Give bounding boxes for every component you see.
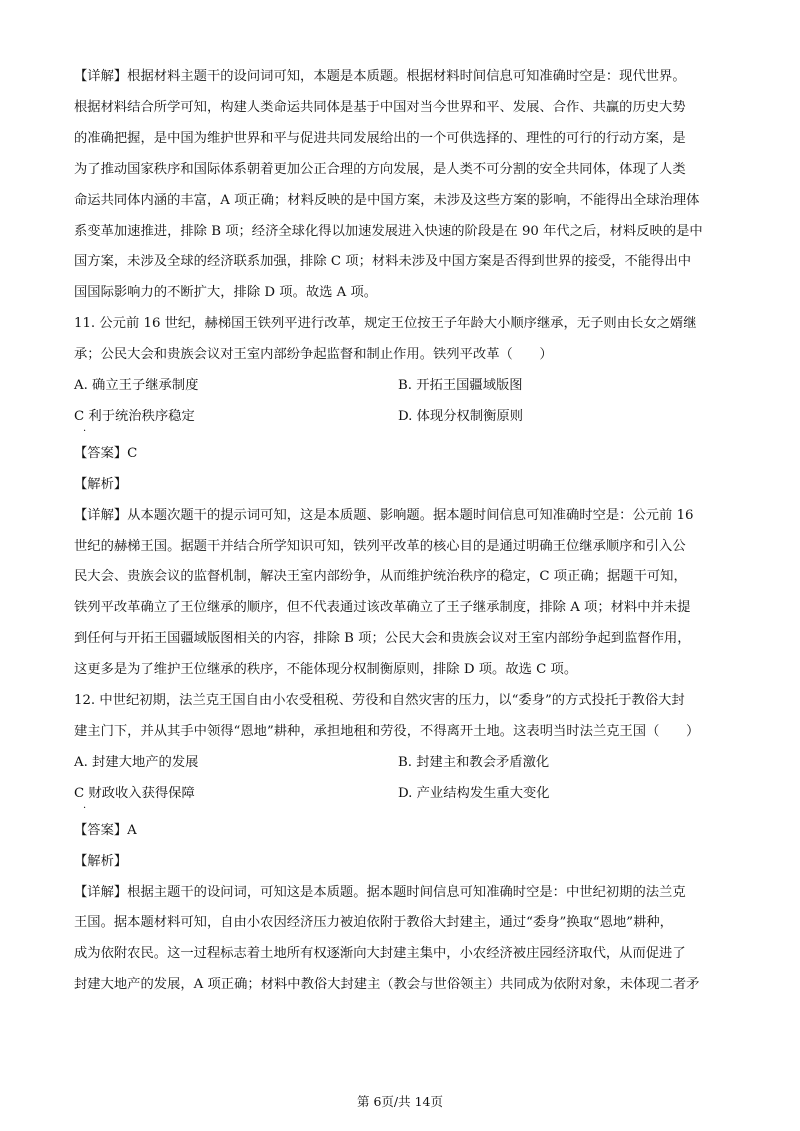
text-line: 根据材料结合所学可知，构建人类命运共同体是基于中国对当今世界和平、发展、合作、共赢的历史大势 [74,99,686,115]
page-footer [0,1092,800,1110]
page-content [74,62,734,1001]
q11-option-a: A. 确立王子继承制度 [74,378,199,394]
page-number: 第 6页/共 14页 [356,1094,444,1109]
text-line: 这更多是为了维护王位继承的秩序，不能体现分权制衡原则，排除 D 项。故选 C 项。 [74,662,578,678]
q12-option-b: B. 封建主和教会矛盾激化 [398,754,550,770]
q11-options-row-1 [74,371,734,402]
text-line: 系变革加速推进，排除 B 项；经济全球化得以加速发展进入快速的阶段是在 90 年代之后，材料反映的是中 [74,223,703,239]
q11-answer-block [74,439,734,686]
q11-answer: 【答案】C [74,445,138,461]
option-dot-mark: · [83,425,87,437]
q12-stem [74,686,734,748]
q12-option-d: D. 产业结构发生重大变化 [398,785,550,801]
q12-analysis-label: 【解析】 [74,853,128,869]
text-line: 民大会、贵族会议的监督机制，解决王室内部纷争，从而维护统治秩序的稳定，C 项正确；据题干可知， [74,569,687,585]
q12-option-a: A. 封建大地产的发展 [74,754,199,770]
text-line: 的准确把握，是中国为维护世界和平与促进共同发展给出的一个可供选择的、理性的可行的行动方案，是 [74,130,686,146]
text-line: 到任何与开拓王国疆域版图相关的内容，排除 B 项；公民大会和贵族会议对王室内部纷争起到监督作用， [74,631,691,647]
text-line: 11. 公元前 16 世纪，赫梯国王铁列平进行改革，规定王位按王子年龄大小顺序继承，无子则由长女之婿继 [74,316,697,332]
text-line: 国国际影响力的不断扩大，排除 D 项。故选 A 项。 [74,285,378,301]
q11-analysis-label: 【解析】 [74,476,128,492]
q12-options-row-2 [74,779,734,814]
text-line: 世纪的赫梯王国。据题干并结合所学知识可知，铁列平改革的核心目的是通过明确王位继承顺序和引入公 [74,538,686,554]
option-dot-mark: · [83,802,87,814]
text-line: 封建大地产的发展，A 项正确；材料中教俗大封建主（教会与世俗领主）共同成为依附对象，未体现二者矛 [74,977,700,993]
text-line: 铁列平改革确立了王位继承的顺序，但不代表通过该改革确立了王子继承制度，排除 A 项；材料中并未提 [74,600,691,616]
text-line: 12. 中世纪初期，法兰克王国自由小农受租税、劳役和自然灾害的压力，以“委身”的方式投托于教俗大封 [74,693,685,709]
text-line: 王国。据本题材料可知，自由小农因经济压力被迫依附于教俗大封建主，通过“委身”换取“恩地”耕种， [74,915,673,931]
q11-option-d: D. 体现分权制衡原则 [398,408,524,424]
text-line: 国方案，未涉及全球的经济联系加强，排除 C 项；材料未涉及中国方案是否得到世界的接受，不能得出中 [74,254,691,270]
text-line: 命运共同体内涵的丰富，A 项正确；材料反映的是中国方案，未涉及这些方案的影响，不能得出全球治理体 [74,192,700,208]
text-line: 为了推动国家秩序和国际体系朝着更加公正合理的方向发展，是人类不可分割的安全共同体，体现了人类 [74,161,686,177]
text-line: 【详解】根据材料主题干的设问词可知，本题是本质题。根据材料时间信息可知准确时空是：现代世界。 [74,69,686,84]
q11-option-c: C 利于统治秩序稳定 [74,408,195,424]
text-line: 【详解】根据主题干的设问词，可知这是本质题。据本题时间信息可知准确时空是：中世纪初期的法兰克 [74,884,686,900]
q11-option-b: B. 开拓王国疆域版图 [398,378,523,394]
q10-detail [74,62,734,309]
text-line: 承；公民大会和贵族会议对王室内部纷争起监督和制止作用。铁列平改革（ ） [74,347,553,363]
text-line: 建主门下，并从其手中领得“恩地”耕种，承担地租和劳役，不得离开土地。这表明当时法兰克王国（ ） [74,724,700,739]
q11-options-row-2 [74,402,734,437]
q12-options-row-1 [74,748,734,779]
q12-answer: 【答案】A [74,822,137,838]
q11-stem [74,309,734,371]
text-line: 【详解】从本题次题干的提示词可知，这是本质题、影响题。据本题时间信息可知准确时空是：公元前 16 [74,507,694,523]
text-line: 成为依附农民。这一过程标志着土地所有权逐渐向大封建主集中，小农经济被庄园经济取代，从而促进了 [74,946,686,962]
q12-option-c: C 财政收入获得保障 [74,785,195,801]
q12-answer-block [74,816,734,1001]
